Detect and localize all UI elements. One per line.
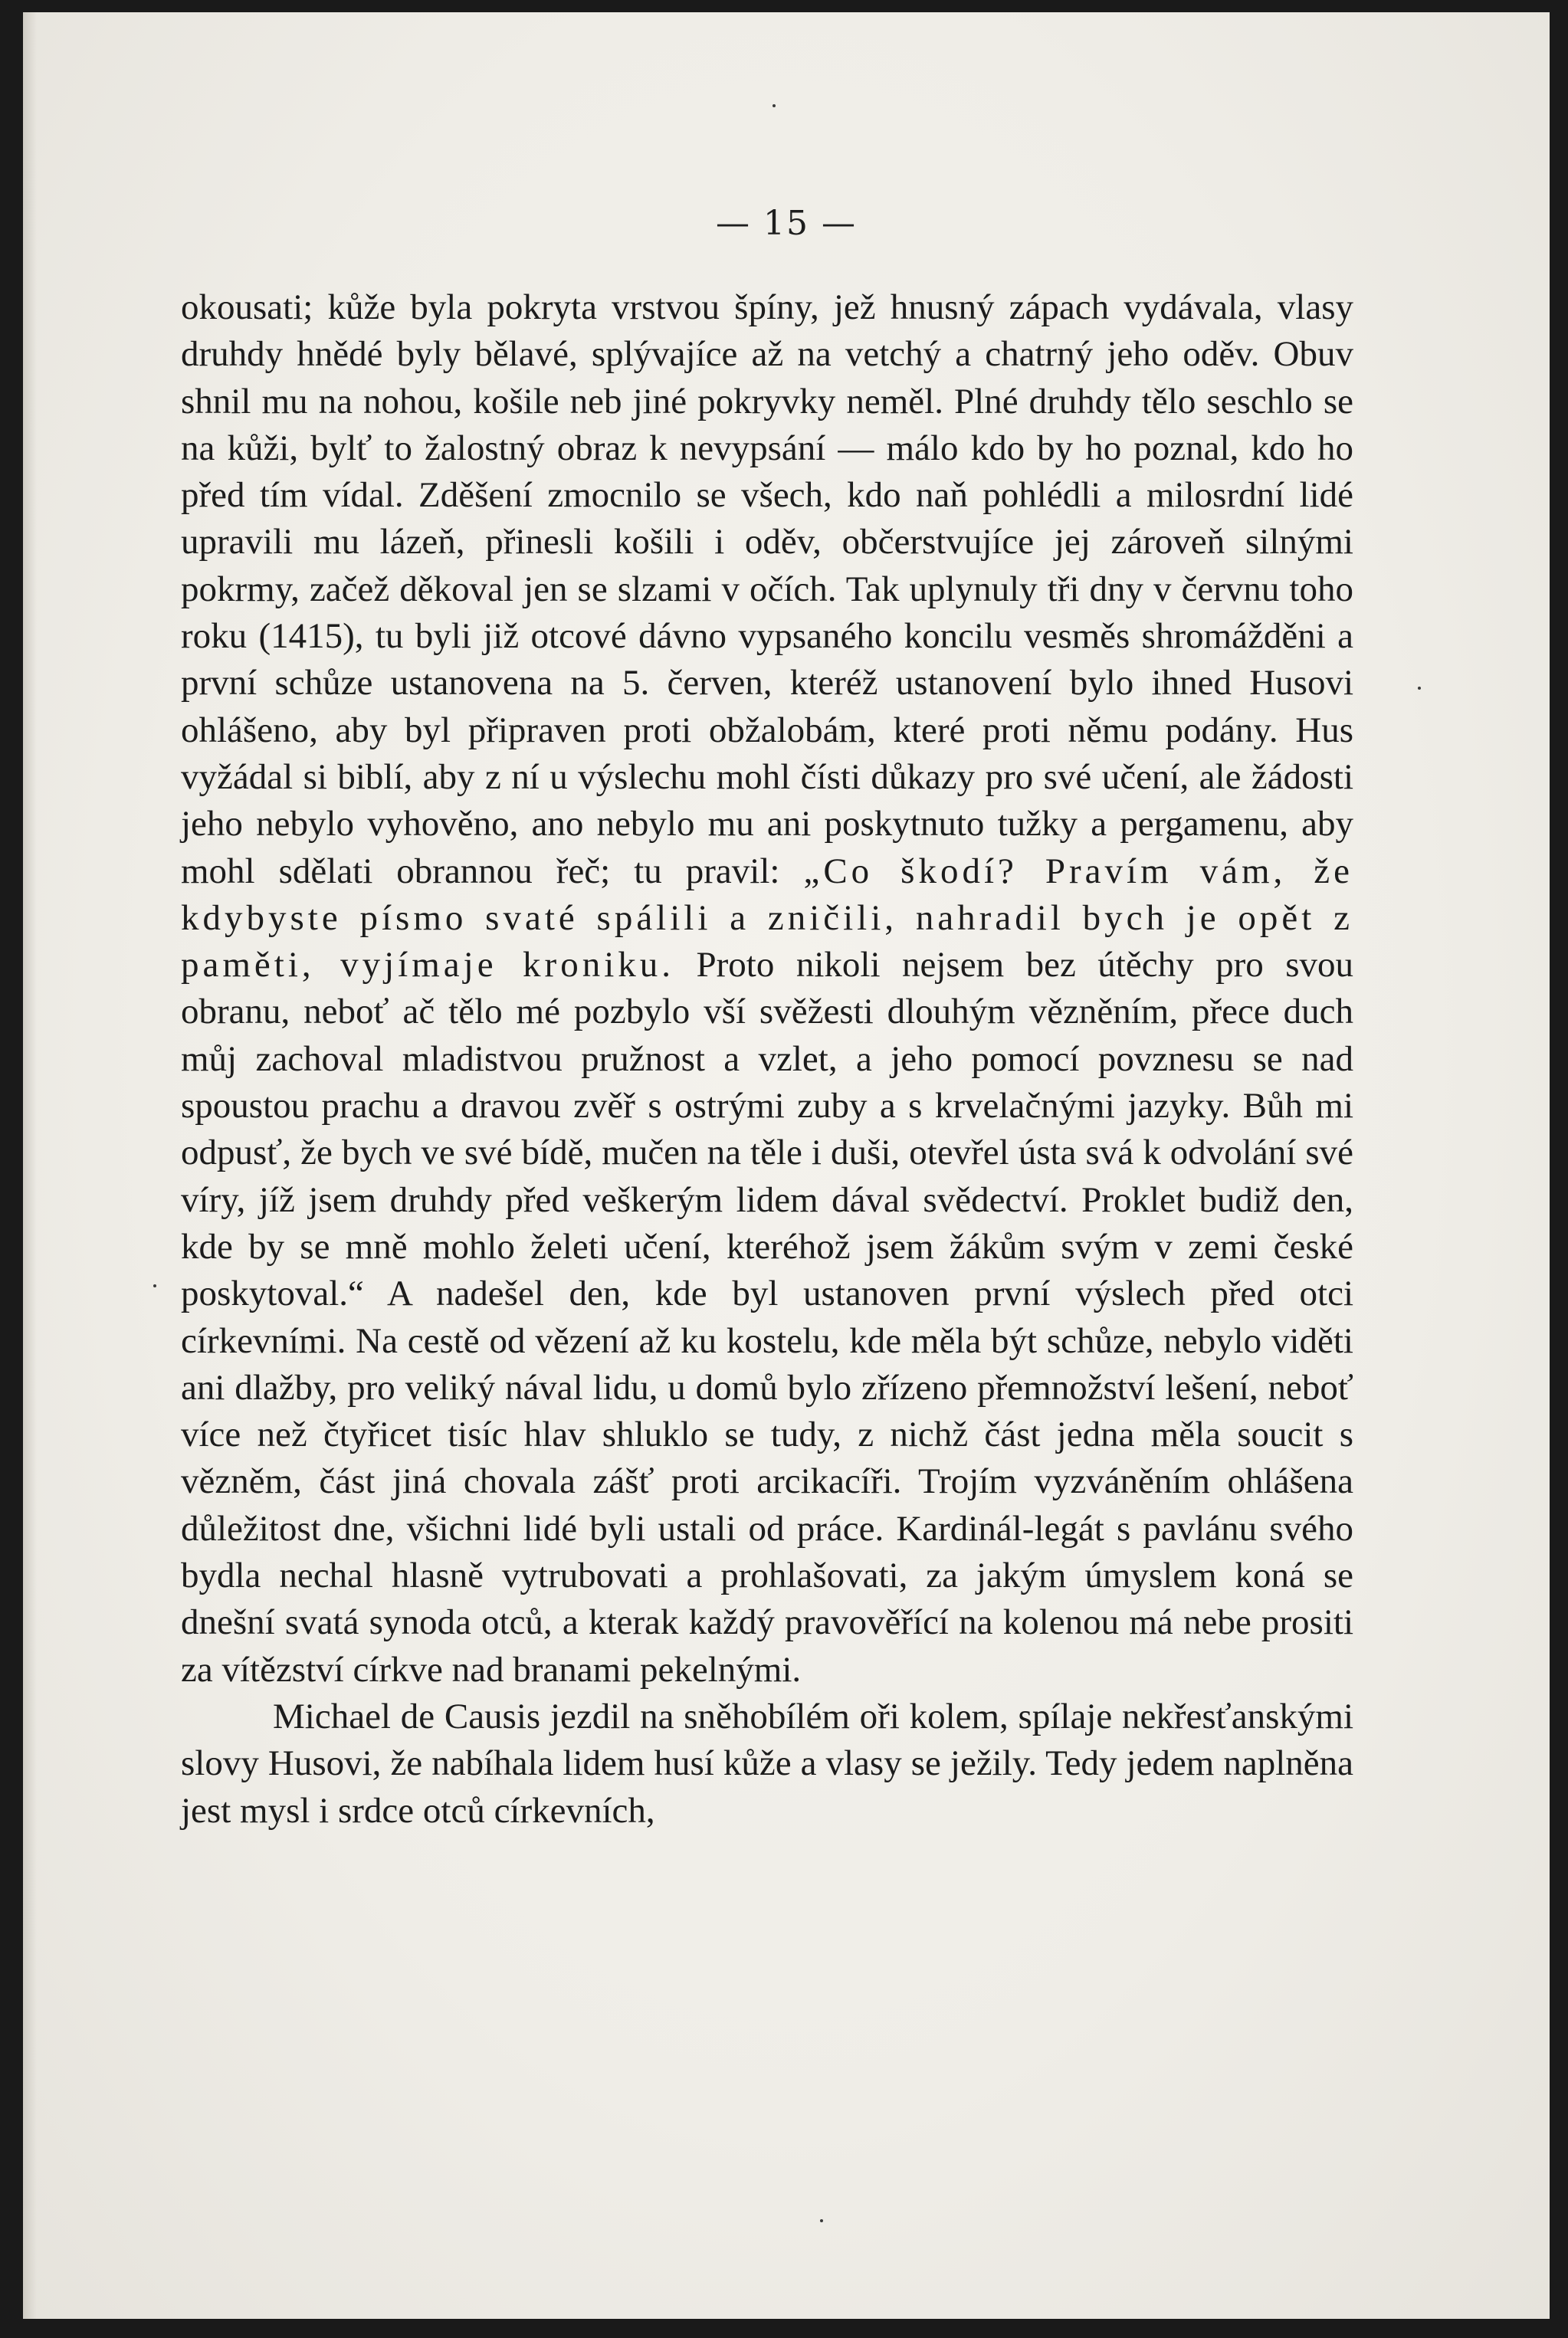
book-page: [23, 12, 1550, 2319]
paragraph-1-quote-spaced: „Co škodí? Pravím vám, že kdybyste písmo svaté spálili a zničili, nahradil bych je opět z paměti, vyjímaje kroniku.: [181, 851, 1353, 985]
scan-speck: [820, 2219, 823, 2222]
scan-speck: [773, 104, 776, 107]
body-text: [181, 284, 1353, 1835]
scan-speck: [153, 1284, 156, 1287]
scan-speck: [1418, 687, 1421, 690]
paragraph-1: [181, 284, 1353, 1694]
paragraph-1-part-1: okousati; kůže byla pokryta vrstvou špíny, jež hnusný zápach vydávala, vlasy druhdy hnědé byly bělavé, splývajíce až na vetchý a chatrný jeho oděv. Obuv shnil mu na nohou, košile neb jiné pokryvky neměl. Plné druhdy tělo seschlo se na kůži, bylť to žalostný obraz k nevypsání — málo kdo by ho poznal, kdo ho před tím vídal. Zděšení zmocnilo se všech, kdo naň pohlédli a milosrdní lidé upravili mu lázeň, přinesli košili i oděv, občerstvujíce jej zároveň silnými pokrmy, začež děkoval jen se slzami v očích. Tak uplynuly tři dny v červnu toho roku (1415), tu byli již otcové dávno vypsaného koncilu vesměs shromážděni a první schůze ustanovena na 5. červen, kteréž ustanovení bylo ihned Husovi ohlášeno, aby byl připraven proti obžalobám, které proti němu podány. Hus vyžádal si biblí, aby z ní u výslechu mohl čísti důkazy pro své učení, ale žádosti jeho nebylo vyhověno, ano nebylo mu ani poskytnuto tužky a pergamenu, aby mohl sdělati obrannou řeč; tu pravil:: [181, 287, 1353, 891]
paragraph-2: Michael de Causis jezdil na sněhobílém oři kolem, spílaje nekřesťanskými slovy Husovi, že nabíhala lidem husí kůže a vlasy se ježily. Tedy jedem naplněna jest mysl i srdce otců církevních,: [181, 1696, 1353, 1831]
page-number-header: — 15 —: [716, 204, 857, 243]
paragraph-1-part-3: Proto nikoli nejsem bez útěchy pro svou obranu, neboť ač tělo mé pozbylo vší svěžesti dlouhým vězněním, přece duch můj zachoval mladistvou pružnost a vzlet, a jeho pomocí povznesu se nad spoustou prachu a dravou zvěř s ostrými zuby a s krvelačnými jazyky. Bůh mi odpusť, že bych ve své bídě, mučen na těle i duši, otevřel ústa svá k odvolání své víry, jíž jsem druhdy před veškerým lidem dával svědectví. Proklet budiž den, kde by se mně mohlo želeti učení, kteréhož jsem žákům svým v zemi české poskytoval.“ A nadešel den, kde byl ustanoven první výslech před otci církevními. Na cestě od vězení až ku kostelu, kde měla být schůze, nebylo viděti ani dlažby, pro veliký nával lidu, u domů bylo zřízeno přemnožství lešení, neboť více než čtyřicet tisíc hlav shluklo se tudy, z nichž část jedna měla soucit s vězněm, část jiná chovala zášť proti arcikacíři. Trojím vyzváněním ohlášena důležitost dne, všichni lidé byli ustali od práce. Kardinál-legát s pavlánu svého bydla nechal hlasně vytrubovati a prohlašovati, za jakým úmyslem koná se dnešní svatá synoda otců, a kterak každý pravověřící na kolenou má nebe prositi za vítězství církve nad branami pekelnými.: [181, 945, 1353, 1690]
